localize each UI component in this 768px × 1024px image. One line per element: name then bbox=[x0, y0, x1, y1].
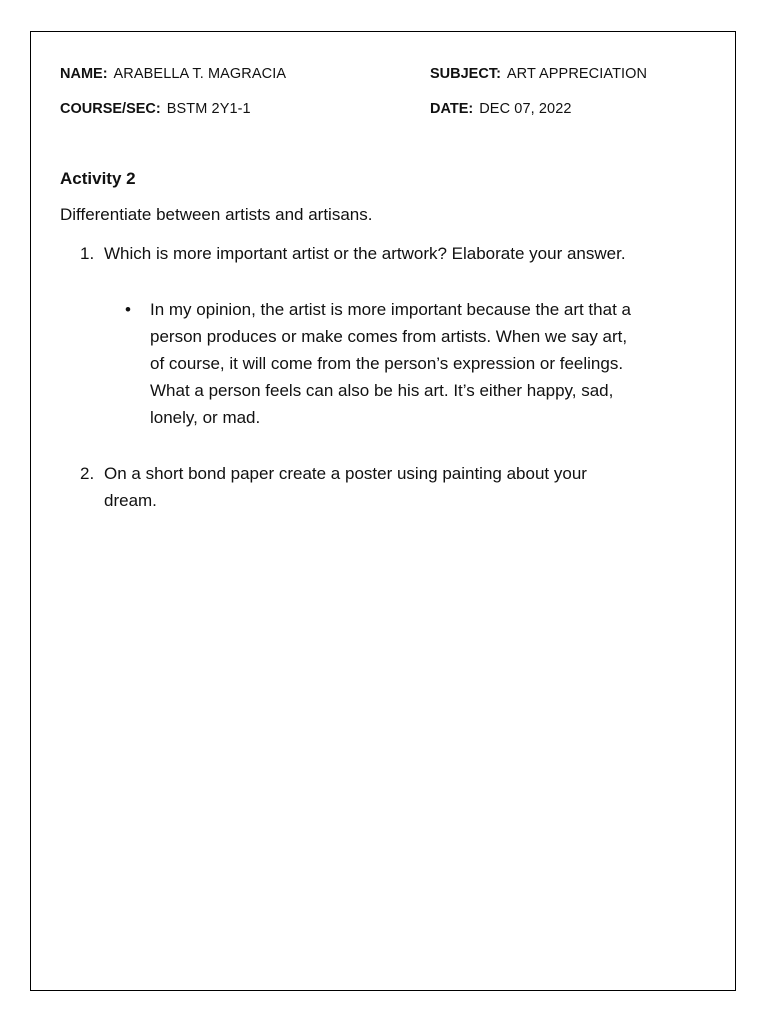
course-value: BSTM 2Y1-1 bbox=[166, 101, 251, 117]
date-label: DATE: bbox=[430, 101, 474, 117]
subject-field bbox=[430, 62, 647, 86]
question-1-text: Which is more important artist or the artwork? Elaborate your answer. bbox=[104, 244, 626, 263]
question-1-number: 1. bbox=[80, 244, 95, 263]
name-field bbox=[60, 62, 286, 86]
name-label: NAME: bbox=[60, 66, 108, 82]
question-1-answer bbox=[125, 296, 645, 431]
course-field bbox=[60, 97, 251, 121]
subject-value: ART APPRECIATION bbox=[506, 66, 648, 82]
subject-label: SUBJECT: bbox=[430, 66, 501, 82]
header-row-name-subject bbox=[60, 62, 748, 86]
question-1 bbox=[80, 240, 640, 267]
question-1-answer-text: In my opinion, the artist is more important because the art that a person produces or make comes from artists. When we say art, of course, it will come from the person’s expression or feelings. What a person feels can also be his art. It’s either happy, sad, lonely, or mad. bbox=[150, 300, 631, 427]
question-2 bbox=[80, 460, 640, 514]
activity-title: Activity 2 bbox=[60, 169, 136, 188]
date-field bbox=[430, 97, 572, 121]
activity-instruction: Differentiate between artists and artisans. bbox=[60, 205, 373, 224]
course-label: COURSE/SEC: bbox=[60, 101, 161, 117]
bullet-icon: • bbox=[125, 300, 131, 319]
question-2-text: On a short bond paper create a poster using painting about your dream. bbox=[104, 464, 587, 510]
question-2-number: 2. bbox=[80, 464, 95, 483]
header-row-course-date bbox=[60, 97, 748, 121]
name-value: ARABELLA T. MAGRACIA bbox=[113, 66, 287, 82]
date-value: DEC 07, 2022 bbox=[479, 101, 572, 117]
